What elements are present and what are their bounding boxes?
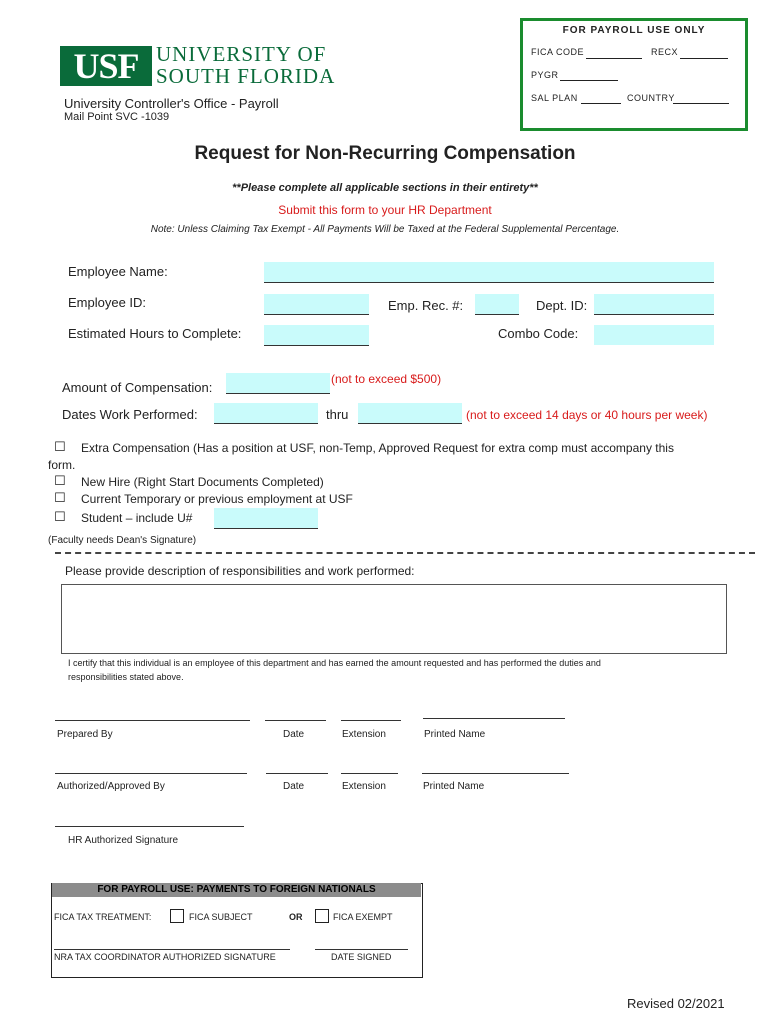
emp-rec-label: Emp. Rec. #:: [388, 298, 464, 313]
fica-code-label: FICA CODE: [531, 47, 585, 57]
prepared-printed-name-line[interactable]: [423, 718, 565, 719]
fica-code-field[interactable]: [586, 58, 642, 59]
current-temp-checkbox[interactable]: ☐: [54, 490, 66, 505]
description-textarea[interactable]: [61, 584, 727, 654]
amount-label: Amount of Compensation:: [62, 380, 213, 395]
est-hours-field[interactable]: [264, 325, 369, 346]
certify-text-line2: responsibilities stated above.: [68, 672, 184, 682]
subtitle: **Please complete all applicable sections in their entirety**: [232, 182, 538, 194]
prepared-by-line[interactable]: [55, 720, 250, 721]
mail-point: Mail Point SVC -1039: [64, 111, 170, 123]
authorized-extension-label: Extension: [342, 781, 386, 792]
faculty-note: (Faculty needs Dean's Signature): [48, 535, 197, 546]
est-hours-label: Estimated Hours to Complete:: [68, 326, 242, 341]
authorized-date-line[interactable]: [266, 773, 328, 774]
recx-field[interactable]: [680, 58, 728, 59]
combo-code-label: Combo Code:: [498, 326, 579, 341]
date-from-field[interactable]: [214, 403, 318, 424]
payroll-box-title: FOR PAYROLL USE ONLY: [562, 25, 706, 36]
prepared-date-label: Date: [283, 729, 305, 740]
new-hire-label: New Hire (Right Start Documents Completed): [81, 475, 324, 489]
extra-comp-label-cont: form.: [48, 458, 76, 472]
date-signed-label: DATE SIGNED: [331, 952, 392, 962]
employee-name-label: Employee Name:: [68, 264, 168, 279]
amount-limit-note: (not to exceed $500): [331, 372, 442, 386]
logo-text-line1: UNIVERSITY OF: [156, 42, 327, 66]
foreign-nationals-box: [51, 883, 423, 978]
employee-id-field[interactable]: [264, 294, 369, 315]
emp-rec-field[interactable]: [475, 294, 519, 315]
sal-plan-field[interactable]: [581, 103, 621, 104]
authorized-by-label: Authorized/Approved By: [57, 781, 165, 792]
prepared-printed-name-label: Printed Name: [424, 729, 486, 740]
dates-limit-note: (not to exceed 14 days or 40 hours per week): [466, 408, 708, 422]
fica-exempt-checkbox[interactable]: [315, 909, 329, 923]
combo-code-field[interactable]: [594, 325, 714, 345]
prepared-extension-line[interactable]: [341, 720, 401, 721]
employee-name-field[interactable]: [264, 262, 714, 283]
logo-text-line2: SOUTH FLORIDA: [156, 64, 336, 88]
authorized-by-line[interactable]: [55, 773, 247, 774]
fica-treatment-label: FICA TAX TREATMENT:: [54, 912, 152, 922]
page-title: Request for Non-Recurring Compensation: [194, 143, 576, 164]
amount-field[interactable]: [226, 373, 330, 394]
fica-subject-checkbox[interactable]: [170, 909, 184, 923]
current-temp-label: Current Temporary or previous employment at USF: [81, 492, 353, 506]
new-hire-checkbox[interactable]: ☐: [54, 473, 66, 488]
date-to-field[interactable]: [358, 403, 462, 424]
extra-comp-label: Extra Compensation (Has a position at USF, non-Temp, Approved Request for extra comp must accompany this: [81, 441, 674, 455]
student-u-number-field[interactable]: [214, 508, 318, 529]
hr-signature-line[interactable]: [55, 826, 244, 827]
revised-date: Revised 02/2021: [627, 996, 725, 1011]
student-label: Student – include U#: [81, 511, 193, 525]
prepared-by-label: Prepared By: [57, 729, 113, 740]
submit-instruction: Submit this form to your HR Department: [278, 203, 492, 217]
fica-exempt-label: FICA EXEMPT: [333, 912, 393, 922]
student-checkbox[interactable]: ☐: [54, 509, 66, 524]
employee-id-label: Employee ID:: [68, 295, 147, 310]
hr-signature-label: HR Authorized Signature: [68, 835, 179, 846]
extra-comp-checkbox[interactable]: ☐: [54, 439, 66, 454]
foreign-nationals-header: FOR PAYROLL USE: PAYMENTS TO FOREIGN NATIONALS: [52, 883, 421, 897]
dept-id-field[interactable]: [594, 294, 714, 315]
country-field[interactable]: [673, 103, 729, 104]
dept-id-label: Dept. ID:: [536, 298, 588, 313]
dates-label: Dates Work Performed:: [62, 407, 198, 422]
authorized-printed-name-line[interactable]: [422, 773, 569, 774]
fica-subject-label: FICA SUBJECT: [189, 912, 253, 922]
sal-plan-label: SAL PLAN: [531, 93, 578, 103]
prepared-date-line[interactable]: [265, 720, 326, 721]
prepared-extension-label: Extension: [342, 729, 386, 740]
recx-label: RECX: [651, 47, 679, 57]
or-label: OR: [289, 912, 303, 922]
authorized-printed-name-label: Printed Name: [423, 781, 485, 792]
country-label: COUNTRY: [627, 93, 675, 103]
pygr-label: PYGR: [531, 70, 559, 80]
usf-logo-mark: USF: [60, 46, 152, 86]
pygr-field[interactable]: [560, 80, 618, 81]
description-label: Please provide description of responsibilities and work performed:: [65, 564, 415, 578]
nra-signature-label: NRA TAX COORDINATOR AUTHORIZED SIGNATURE: [54, 952, 276, 962]
nra-signature-line[interactable]: [54, 949, 290, 950]
office-name: University Controller's Office - Payroll: [64, 96, 279, 111]
authorized-date-label: Date: [283, 781, 305, 792]
certify-text-line1: I certify that this individual is an employee of this department and has earned the amount requested and has performed the duties and: [68, 658, 601, 668]
payroll-use-box: [520, 18, 748, 131]
section-divider: [55, 552, 755, 554]
date-signed-line[interactable]: [315, 949, 408, 950]
tax-note: Note: Unless Claiming Tax Exempt - All Payments Will be Taxed at the Federal Supplemental Percentage.: [150, 224, 620, 235]
authorized-extension-line[interactable]: [341, 773, 398, 774]
thru-label: thru: [326, 407, 349, 422]
